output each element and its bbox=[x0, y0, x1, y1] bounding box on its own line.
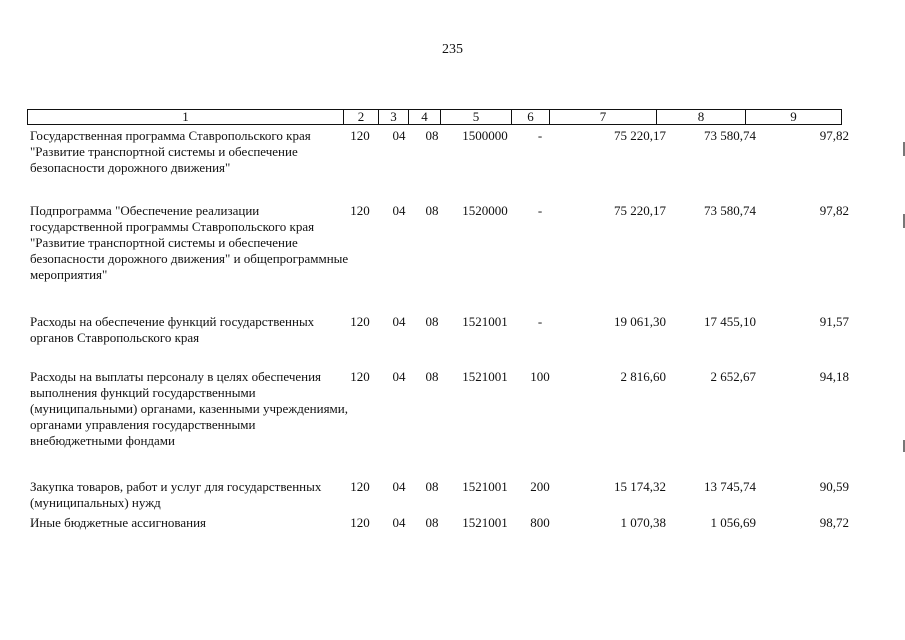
row-code-3: 04 bbox=[392, 128, 406, 143]
row-value-8: 13 745,74 bbox=[704, 479, 756, 494]
header-cell-5: 5 bbox=[441, 110, 512, 125]
row-code-5: 1521001 bbox=[462, 479, 508, 494]
row-name: Расходы на выплаты персоналу в целях обеспечения выполнения функций государственными (муниципальными) органами, казенными учреждениями, органами управления государственными внебюджетными фондами bbox=[30, 369, 348, 448]
row-code-6: - bbox=[537, 314, 543, 329]
row-code-5: 1521001 bbox=[462, 369, 508, 384]
row-code-2: 120 bbox=[350, 479, 370, 494]
row-name: Расходы на обеспечение функций государственных органов Ставропольского края bbox=[30, 314, 315, 345]
row-value-9: 94,18 bbox=[819, 369, 849, 384]
row-code-4: 08 bbox=[425, 203, 439, 218]
header-cell-9: 9 bbox=[746, 110, 842, 125]
row-code-4: 08 bbox=[425, 128, 439, 143]
row-code-5: 1521001 bbox=[462, 515, 508, 530]
row-value-8: 17 455,10 bbox=[704, 314, 756, 329]
row-value-9: 91,57 bbox=[819, 314, 849, 329]
header-cell-1: 1 bbox=[28, 110, 344, 125]
header-cell-4: 4 bbox=[409, 110, 441, 125]
row-value-7: 2 816,60 bbox=[620, 369, 666, 384]
row-value-9: 98,72 bbox=[819, 515, 849, 530]
row-name: Государственная программа Ставропольского края "Развитие транспортной системы и обеспечение безопасности дорожного движения" bbox=[30, 128, 311, 175]
row-code-2: 120 bbox=[350, 515, 370, 530]
row-code-2: 120 bbox=[350, 314, 370, 329]
row-value-7: 75 220,17 bbox=[614, 203, 666, 218]
row-value-8: 1 056,69 bbox=[710, 515, 756, 530]
row-code-3: 04 bbox=[392, 369, 406, 384]
row-code-6: 200 bbox=[530, 479, 550, 494]
row-code-6: - bbox=[537, 203, 543, 218]
header-cell-3: 3 bbox=[379, 110, 409, 125]
row-value-7: 1 070,38 bbox=[620, 515, 666, 530]
row-value-8: 73 580,74 bbox=[704, 203, 756, 218]
row-code-6: 100 bbox=[530, 369, 550, 384]
row-name: Иные бюджетные ассигнования bbox=[30, 515, 207, 530]
row-code-4: 08 bbox=[425, 369, 439, 384]
row-value-7: 15 174,32 bbox=[614, 479, 666, 494]
row-code-4: 08 bbox=[425, 515, 439, 530]
row-code-4: 08 bbox=[425, 479, 439, 494]
row-value-9: 97,82 bbox=[819, 203, 849, 218]
row-code-5: 1521001 bbox=[462, 314, 508, 329]
header-cell-2: 2 bbox=[344, 110, 379, 125]
header-cell-6: 6 bbox=[512, 110, 550, 125]
row-value-8: 2 652,67 bbox=[710, 369, 756, 384]
row-code-3: 04 bbox=[392, 515, 406, 530]
row-value-7: 19 061,30 bbox=[614, 314, 666, 329]
page-number: 235 bbox=[442, 42, 463, 57]
row-code-4: 08 bbox=[425, 314, 439, 329]
row-code-5: 1520000 bbox=[462, 203, 508, 218]
row-name: Подпрограмма "Обеспечение реализации государственной программы Ставропольского края "Развитие транспортной системы и обеспечение безопасности дорожного движения" и общепрограммные мероприятия" bbox=[30, 203, 349, 282]
row-code-2: 120 bbox=[350, 203, 370, 218]
row-code-3: 04 bbox=[392, 314, 406, 329]
header-cell-8: 8 bbox=[657, 110, 746, 125]
row-code-6: - bbox=[537, 128, 543, 143]
row-code-3: 04 bbox=[392, 479, 406, 494]
row-code-3: 04 bbox=[392, 203, 406, 218]
row-code-6: 800 bbox=[530, 515, 550, 530]
row-name: Закупка товаров, работ и услуг для государственных (муниципальных) нужд bbox=[30, 479, 322, 510]
row-value-9: 97,82 bbox=[819, 128, 849, 143]
column-number-header bbox=[27, 109, 842, 125]
row-value-7: 75 220,17 bbox=[614, 128, 666, 143]
header-row bbox=[28, 110, 842, 125]
row-value-8: 73 580,74 bbox=[704, 128, 756, 143]
row-code-2: 120 bbox=[350, 369, 370, 384]
row-code-2: 120 bbox=[350, 128, 370, 143]
header-cell-7: 7 bbox=[550, 110, 657, 125]
row-value-9: 90,59 bbox=[819, 479, 849, 494]
row-code-5: 1500000 bbox=[462, 128, 508, 143]
